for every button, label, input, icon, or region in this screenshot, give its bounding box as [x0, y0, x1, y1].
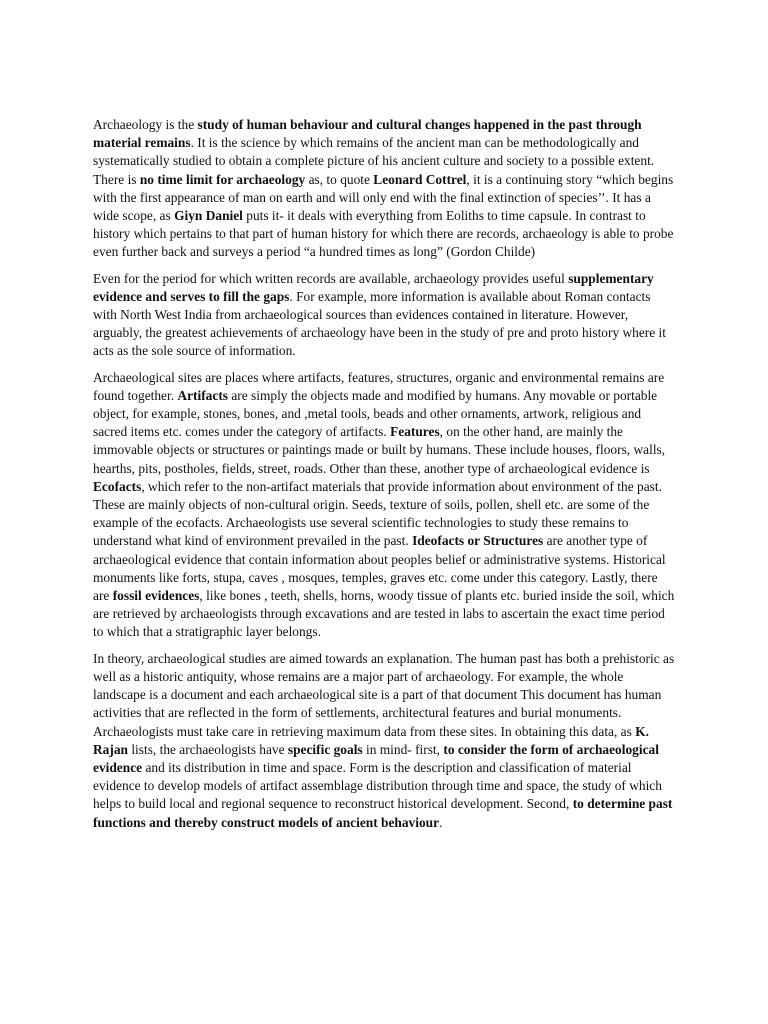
text-run: are another type of archaeological evidence that contain information about peoples belief or administrative systems. Historical monuments like forts, stupa, caves , mosques, temples, graves etc. come under this category. Lastly, there are [93, 533, 666, 604]
document-page [93, 116, 677, 840]
text-run: puts it- it deals with everything from Eoliths to time capsule. In contrast to history which pertains to that part of human history for which there are records, archaeology is able to probe even further back and surveys a period “a hundred times as long” (Gordon Childe) [93, 208, 674, 260]
text-run: and its distribution in time and space. Form is the description and classification of material evidence to develop models of artifact assemblage distribution through time and space, the study of which helps to build local and regional sequence to reconstruct historical development. Second, [93, 759, 662, 812]
paragraph-theory-and-goals [93, 650, 677, 832]
bold-run: Giyn Daniel [174, 208, 243, 224]
text-run: Even for the period for which written records are available, archaeology provides useful [93, 270, 569, 286]
paragraph-archaeological-sites [93, 369, 677, 642]
bold-run: Features [390, 424, 440, 440]
bold-run: to determine past functions and thereby construct models of ancient behaviour [93, 796, 673, 830]
bold-run: Ideofacts or Structures [412, 533, 544, 549]
paragraph-archaeology-definition [93, 116, 677, 262]
bold-run: no time limit for archaeology [139, 171, 306, 187]
text-run: , on the other hand, are mainly the immovable objects or structures or paintings made or built by humans. These include houses, floors, walls, hearths, pits, postholes, fields, street, roads. Other than these, another type of archaeological evidence is [93, 424, 666, 476]
text-run: , which refer to the non-artifact materials that provide information about environment of the past. These are mainly objects of non-cultural origin. Seeds, texture of soils, pollen, shell etc. are some of the example of the ecofacts. Archaeologists use several scientific technologies to study these remains to understand what kind of environment prevailed in the past. [93, 478, 662, 549]
bold-run: Artifacts [177, 387, 228, 403]
text-run: lists, the archaeologists have [127, 741, 288, 757]
bold-run: fossil evidences [112, 588, 200, 604]
bold-run: to consider the form of archaeological evidence [93, 741, 659, 775]
text-run: Archaeological sites are places where artifacts, features, structures, organic and environmental remains are found together. [93, 369, 665, 403]
text-run: are simply the objects made and modified by humans. Any movable or portable object, for example, stones, bones, and ,metal tools, beads and other ornaments, artwork, religious and sacred items etc. comes under the category of artifacts. [93, 387, 658, 440]
bold-run: specific goals [287, 741, 363, 757]
text-run: , it is a continuing story “which begins with the first appearance of man on earth and will only end with the final extinction of species’’. It has a wide scope, as [93, 171, 674, 224]
text-run: Archaeology is the [93, 117, 198, 132]
text-run: In theory, archaeological studies are aimed towards an explanation. The human past has both a prehistoric as well as a historic antiquity, whose remains are a major part of archaeology. For example, the whole landscape is a document and each archaeological site is a part of that document This document has human activities that are reflected in the form of settlements, architectural features and burial monuments. Archaeologists must take care in retrieving maximum data from these sites. In obtaining this data, as [93, 650, 675, 739]
bold-run: K. Rajan [93, 723, 649, 757]
text-run: . It is the science by which remains of the ancient man can be methodologically and systematically studied to obtain a complete picture of his ancient culture and society to a possible extent. There is [93, 135, 655, 187]
paragraph-supplementary-evidence [93, 270, 677, 361]
text-run: in mind- first, [362, 741, 444, 757]
bold-run: supplementary evidence and serves to fill the gaps [93, 270, 654, 304]
bold-run: study of human behaviour and cultural changes happened in the past through material remains [93, 117, 642, 151]
text-run: , like bones , teeth, shells, horns, woody tissue of plants etc. buried inside the soil, which are retrieved by archaeologists through excavations and are tested in labs to ascertain the exact time period to which that a stratigraphic layer belongs. [93, 588, 675, 640]
text-run: . [439, 814, 443, 830]
bold-run: Leonard Cottrel [373, 171, 467, 187]
text-run: as, to quote [305, 171, 374, 187]
bold-run: Ecofacts [93, 478, 142, 494]
text-run: . For example, more information is available about Roman contacts with North West India from archaeological sources than evidences contained in literature. However, arguably, the greatest achievements of archaeology have been in the study of pre and proto history where it acts as the sole source of information. [93, 288, 666, 359]
